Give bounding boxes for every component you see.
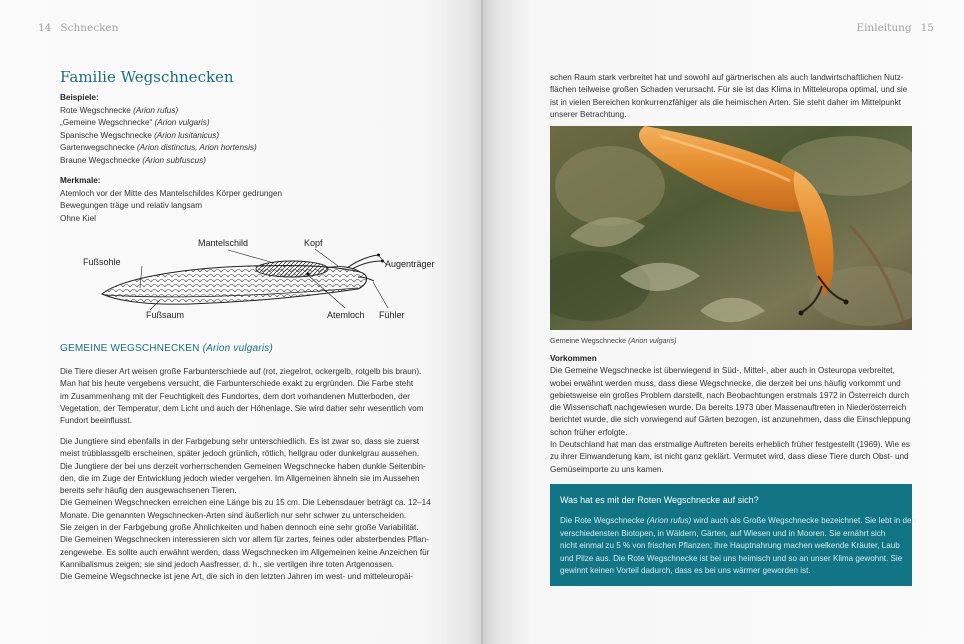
text-line: den, die im Zuge der Entwicklung jedoch wieder vergehen. Im Allgemeinen ähneln sie im Aussehen — [60, 473, 420, 483]
features-label: Merkmale: — [60, 176, 101, 185]
text-line: Die Gemeine Wegschnecke ist jene Art, die sich in den letzten Jahren im west- und mitteleuropäi- — [60, 572, 413, 582]
page-number-right: 15 — [920, 22, 934, 34]
examples-block — [60, 92, 257, 167]
text-line: Man hat bis heute vergebens versucht, die Farbunterschiede exakt zu ergründen. Die Farbe steht — [60, 379, 414, 389]
running-head-title-left: Schnecken — [60, 22, 119, 34]
text-line: meist trübblassgelb erscheinen, später jedoch grünlich, rötlich, hellgrau oder dunkelgrau aussehen. — [60, 449, 420, 459]
paragraph-2 — [60, 436, 431, 584]
text-line: Die Gemeinen Wegschnecken erreichen eine Länge bis zu 15 cm. Die Lebensdauer beträgt ca. 12–14 — [60, 498, 431, 508]
text-line: ist in vielen Bereichen konkurrenzfähiger als die heimischen Arten. Sie steht daher im Mittelpunkt — [550, 97, 901, 107]
text-line: Vegetation, der Temperatur, dem Licht und auch der Höhenlage. Sie wird daher sehr wesentlich vom — [60, 403, 424, 413]
slug-photo-illustration — [550, 126, 912, 330]
text-line: schen Raum stark verbreitet hat und sowohl auf gärtnerischen als auch landwirtschaftlichen Nutz- — [550, 73, 904, 82]
paragraph-1 — [60, 366, 424, 427]
info-box-text — [560, 515, 916, 578]
text-line: Die Tiere dieser Art weisen große Farbunterschiede auf (rot, ziegelrot, ockergelb, rotgelb bis braun). — [60, 367, 422, 376]
example-item: Spanische Wegschnecke (Arion lusitanicus) — [60, 130, 220, 140]
slug-mantle-shield — [256, 261, 328, 277]
text-line: Die Jungtiere der bei uns derzeit vorherrschenden Gemeinen Wegschnecke haben dunkle Seitenbin- — [60, 461, 426, 471]
text-line: im Zusammenhang mit der Feuchtigkeit des Fundortes, dem dort vorhandenen Mutterboden, der — [60, 391, 410, 401]
section-heading-gemeine-wegschnecken: GEMEINE WEGSCHNECKEN (Arion vulgaris) — [60, 343, 274, 354]
photo-caption: Gemeine Wegschnecke (Arion vulgaris) — [550, 336, 677, 345]
text-line: die Wissenschaft nachgewiesen wurde. Da bereits 1973 über Massenauftreten in Niederösterreich — [550, 403, 907, 413]
text-line: verschiedensten Biotopen, in Wäldern, Gärten, auf Wiesen und in Mooren. Sie ernährt sich — [560, 528, 886, 538]
text-line: Die Gemeinen Wegschnecken interessieren sich vor allem für zartes, feines oder absterbendes Pflan- — [60, 535, 429, 545]
feature-item: Ohne Kiel — [60, 213, 96, 223]
text-line: Gemüseimporte zu uns kamen. — [550, 464, 664, 474]
example-item: Braune Wegschnecke (Arion subfuscus) — [60, 155, 206, 165]
right-page — [483, 0, 964, 644]
text-line: bereits sehr häufig den ausgewachsenen Tieren. — [60, 486, 237, 496]
label-fusssohle: Fußsohle — [83, 257, 121, 267]
vorkommen-section — [550, 353, 910, 476]
slug-anatomy-diagram — [60, 232, 460, 324]
info-box-rote-wegschnecke — [550, 484, 917, 586]
text-line: nicht einmal zu 5 % von frischen Pflanzen; ihre Hauptnahrung machen welkende Kräuter, Laub — [560, 541, 900, 551]
running-head-title-right: Einleitung — [856, 22, 912, 34]
text-line: In Deutschland hat man das erstmalige Auftreten bereits erheblich früher festgestellt (1969). Wie es — [550, 440, 910, 450]
text-line: berichtet wurde, die sich vorwiegend auf Gärten bezogen, ist anzunehmen, dass die Einschleppung — [550, 415, 911, 425]
family-title: Familie Wegschnecken — [60, 68, 234, 86]
text-line: Die Gemeine Wegschnecke ist überwiegend in Süd-, Mittel-, aber auch in Osteuropa verbreitet, — [550, 366, 895, 376]
label-mantelschild: Mantelschild — [198, 238, 249, 248]
text-line: zengewebe. Es sollte auch erwähnt werden, dass Wegschnecken im Allgemeinen keine Anzeichen für — [60, 547, 430, 557]
label-fusssaum: Fußsaum — [146, 310, 185, 320]
info-box-title: Was hat es mit der Roten Wegschnecke auf sich? — [560, 495, 759, 505]
text-line: Fundort beeinflusst. — [60, 416, 132, 426]
example-item: Rote Wegschnecke (Arion rufus) — [60, 105, 179, 115]
text-line: Sie zeigen in der Farbgebung große Ähnlichkeiten und haben dennoch eine sehr große Variabilität. — [60, 523, 419, 533]
slug-photo — [550, 126, 912, 330]
text-line: unserer Betrachtung. — [550, 109, 627, 119]
text-line: Die Rote Wegschnecke (Arion rufus) wird auch als Große Wegschnecke bezeichnet. Sie lebt in den — [560, 516, 917, 525]
running-head-right — [856, 22, 934, 34]
text-line: und Pilze aus. Die Rote Wegschnecke ist bei uns heimisch und so an unser Klima gewohnt. Sie — [560, 553, 903, 563]
label-augentraeger: Augenträger — [385, 259, 435, 269]
example-item: Gartenwegschnecke (Arion distinctus, Arion hortensis) — [60, 143, 257, 152]
slug-breathing-pore — [306, 272, 309, 275]
text-line: Monate. Die genannten Wegschnecken-Arten sind äußerlich nur sehr schwer zu unterscheiden. — [60, 510, 407, 520]
feature-item: Bewegungen träge und relativ langsam — [60, 201, 203, 210]
label-fuehler: Fühler — [379, 310, 405, 320]
features-block — [60, 175, 282, 225]
text-line: gewinnt keinen Vorteil dadurch, dass es bei uns wärmer geworden ist. — [560, 566, 811, 576]
example-item: „Gemeine Wegschnecke“ (Arion vulgaris) — [60, 118, 210, 127]
page-number-left: 14 — [38, 22, 52, 34]
label-atemloch: Atemloch — [327, 310, 365, 320]
intro-paragraph — [550, 72, 907, 121]
label-kopf: Kopf — [304, 238, 323, 248]
feature-item: Atemloch vor der Mitte des Mantelschildes Körper gedrungen — [60, 188, 283, 198]
text-line: schon früher erfolgte. — [550, 427, 628, 437]
text-line: flächen teilweise großen Schaden verursacht. Für sie ist das Klima in Mitteleuropa optimal, und sie — [550, 85, 908, 95]
examples-label: Beispiele: — [60, 93, 99, 102]
text-line: Die Jungtiere sind ebenfalls in der Farbgebung sehr unterschiedlich. Es ist zwar so, dass sie zuerst — [60, 437, 420, 446]
text-line: gebietsweise ein großes Problem darstellt, nach Beobachtungen erstmals 1972 in Österreich durch — [550, 390, 910, 400]
text-line: Kannibalismus zeigen; sie sind jedoch Aasfresser, d. h., sie vertilgen ihre toten Artgenossen. — [60, 559, 395, 569]
text-line: zu ihrer Einwanderung kam, ist nicht ganz geklärt. Vermutet wird, dass diese Tiere durch Obst- und — [550, 452, 909, 462]
text-line: wobei erwähnt werden muss, dass diese Wegschnecke, die derzeit bei uns häufig vorkommt und — [550, 378, 901, 388]
section-title-vorkommen: Vorkommen — [550, 354, 597, 363]
running-head-left — [38, 22, 118, 34]
